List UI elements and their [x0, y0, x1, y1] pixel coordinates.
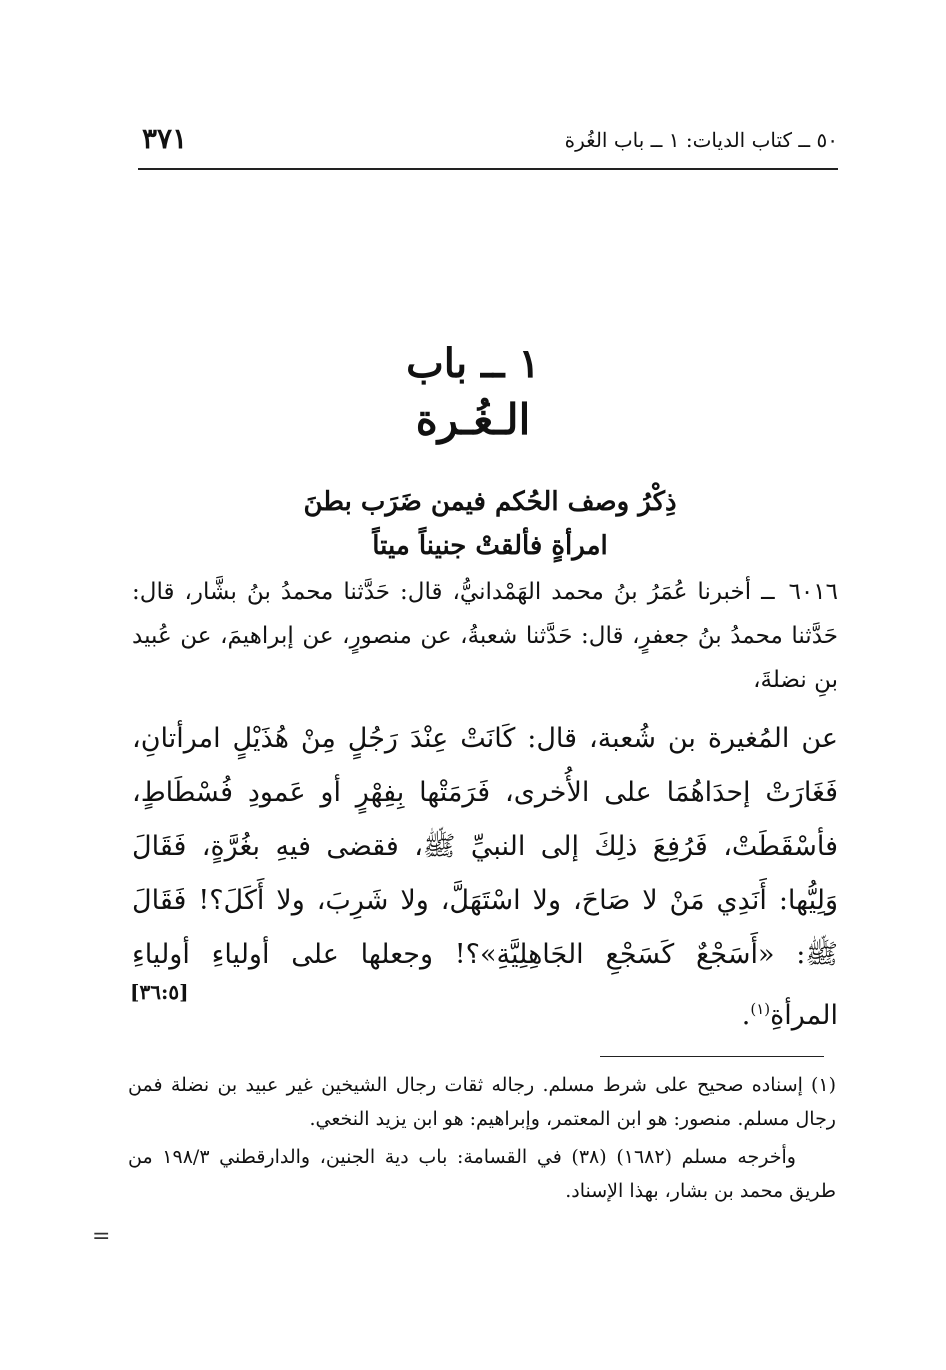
running-title: ٥٠ ــ كتاب الديات: ١ ــ باب الغُرة [564, 128, 838, 152]
margin-mark: = [92, 1224, 111, 1249]
footnotes [128, 1068, 836, 1208]
footnote-marker: (١) [810, 1074, 836, 1096]
hadith-isnad [132, 570, 838, 702]
footnote-1 [128, 1068, 836, 1136]
matn-text: عن المُغيرة بن شُعبة، قال: كَانَتْ عِنْدَ رَجُلٍ مِنْ هُذَيْلٍ امرأتانِ، فَغَارَتْ إحدَاهُمَا على الأُخرى، فَرَمَتْها بِفِهْرٍ أو عَمودِ فُسْطَاطٍ، فأسْقَطَتْ، فَرُفِعَ ذلِكَ إلى النبيِّ ﷺ، فقضى فيهِ بغُرَّةٍ، فَقَالَ وَلِيُّها: أَنَدِي مَنْ لا صَاحَ، ولا اسْتَهَلَّ، ولا شَرِبَ، ولا أَكَلَ؟! فَقَالَ ﷺ: «أَسَجْعٌ كَسَجْعِ الجَاهِلِيَّةِ»؟! وجعلها على أولياءِ أولياءِ المرأةِ [132, 723, 838, 1031]
page-number: ٣٧١ [142, 122, 188, 155]
hadith-reference: [٣٦:٥] [130, 980, 189, 1004]
matn-end: . [741, 1000, 751, 1031]
chapter-number: ١ ــ باب [406, 340, 540, 387]
footnote-reference[interactable]: (١) [750, 1000, 771, 1018]
footnote-text-1: إسناده صحيح على شرط مسلم. رجاله ثقات رجال الشيخين غير عبيد بن نضلة فمن رجال مسلم. منصور: هو ابن المعتمر، وإبراهيم: هو ابن يزيد النخعي. [128, 1074, 836, 1130]
section-heading-line-2: امرأةٍ فألقتْ جنيناً ميتاً [372, 531, 608, 561]
footnote-1-continuation: وأخرجه مسلم (١٦٨٢) (٣٨) في القسامة: باب دية الجنين، والدارقطني ١٩٨/٣ من طريق محمد بن بشار، بهذا الإسناد. [128, 1146, 836, 1202]
hadith-number: ٦٠١٦ [788, 579, 838, 605]
hadith-matn [132, 712, 838, 1043]
chapter-title: الـغُـرة [415, 395, 531, 444]
section-heading-line-1: ذِكْرُ وصف الحُكم فيمن ضَرَب بطنَ [303, 487, 677, 517]
isnad-text: ــ أخبرنا عُمَرُ بنُ محمد الهَمْدانيُّ، قال: حَدَّثنا محمدُ بنُ بشَّار، قال: حَدَّثنا محمدُ بنُ جعفرٍ، قال: حَدَّثنا شعبةُ، عن منصورٍ، عن إبراهيمَ، عن عُبيد بنِ نضلةَ، [132, 579, 838, 693]
page-header [138, 122, 838, 170]
footnote-divider [600, 1056, 824, 1057]
